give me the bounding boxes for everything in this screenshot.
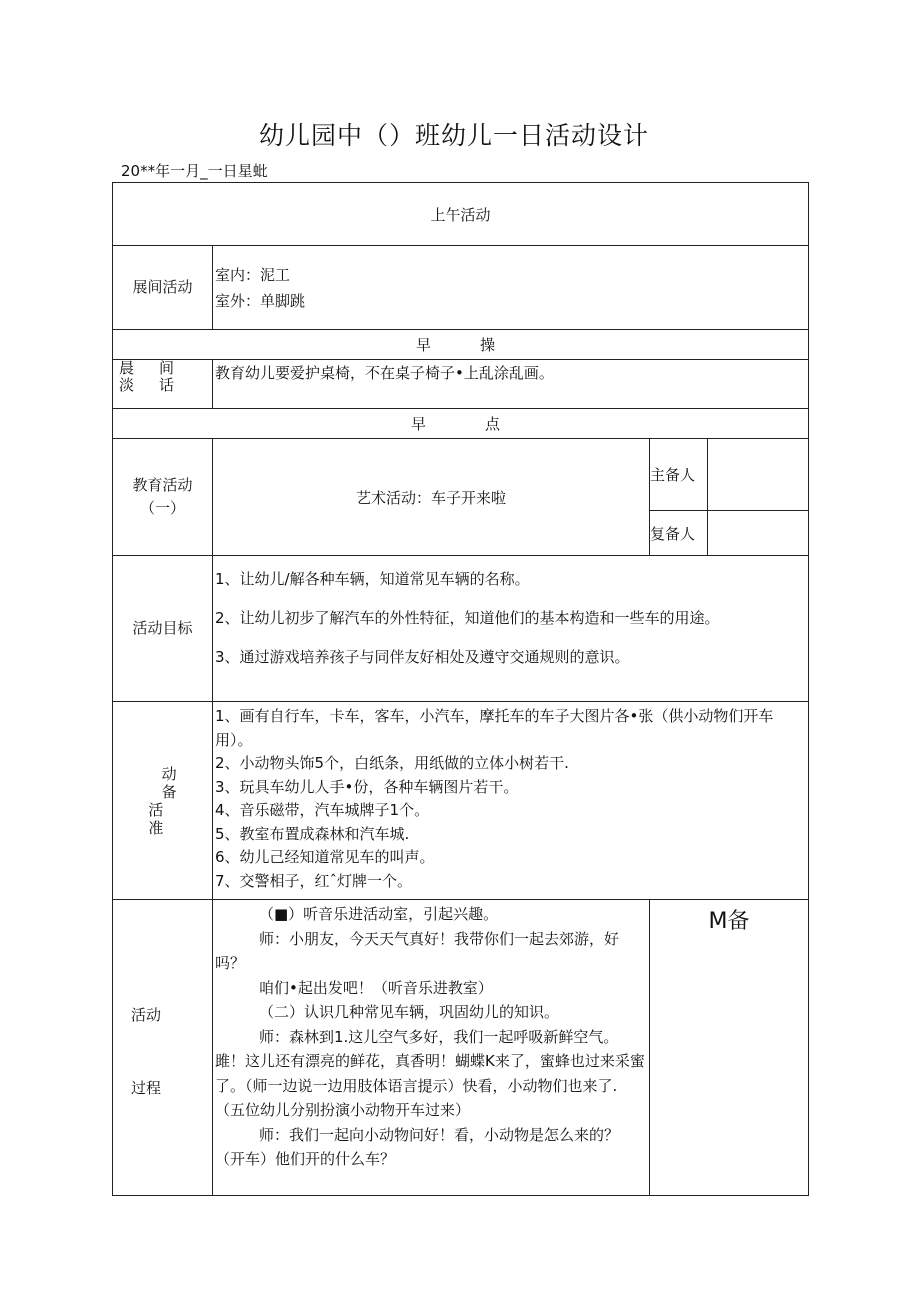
process-paragraph: 师：小朋友，今天天气真好！我带你们一起去郊游，好吗？ [215, 929, 620, 972]
morning-exercise-char-1: 早 [415, 336, 431, 354]
morning-talk-content: 教育幼儿要爱护桌椅，不在桌子椅子•上乱涂乱画。 [213, 360, 809, 409]
document-title: 幼儿园中（）班幼儿一日活动设计 [258, 121, 649, 150]
morning-header: 上午活动 [113, 183, 809, 246]
activity-goals-row [113, 556, 809, 702]
prep-item: 4、音乐磁带，汽车城牌子1个。 [215, 801, 430, 819]
activity-process-label [113, 900, 213, 1196]
goal-item: 2、让幼儿初步了解汽车的外性特征，知道他们的基本构造和一些车的用途。 [215, 609, 720, 627]
process-paragraph: 师：我们一起向小动物问好！看，小动物是怎么来的？（开车）他们开的什么车？ [215, 1125, 620, 1168]
activity-prep-label [113, 702, 213, 900]
prep-label-char-2: 备 [161, 782, 177, 801]
morning-talk-row [113, 360, 809, 409]
breakfast [113, 409, 809, 439]
morning-exercise-row [113, 330, 809, 360]
education-activity-label-line1: 教育活动 [132, 476, 193, 494]
sub-preparer-value [708, 511, 809, 556]
sub-preparer-label: 复备人 [650, 511, 708, 556]
prep-item: 5、教室布置成森林和汽车城. [215, 824, 410, 843]
breakfast-row [113, 409, 809, 439]
prep-label-char-4: 准 [148, 818, 164, 837]
prep-label-char-3: 活 [148, 800, 164, 819]
morning-talk-label [113, 360, 213, 409]
daily-activity-table [112, 182, 809, 1196]
main-preparer-value [708, 439, 809, 511]
morning-header-row [113, 183, 809, 246]
activity-prep-label-col2 [147, 801, 165, 837]
prep-item: 2、小动物头饰5个，白纸条，用纸做的立体小树若干. [215, 754, 569, 772]
morning-talk-char-3: 淡 [119, 376, 135, 394]
activity-prep-list [213, 702, 809, 900]
morning-exercise [113, 330, 809, 360]
morning-activity-label: 展间活动 [113, 246, 213, 330]
morning-talk-char-1: 晨 [119, 359, 135, 377]
activity-goals-list [213, 556, 809, 702]
date-line: 20**年一月_一日星蚍 [121, 162, 268, 180]
activity-process-content [213, 900, 650, 1196]
morning-talk-char-2: 间 [159, 359, 175, 377]
activity-process-row [113, 900, 809, 1196]
prep-item: 7、交警相子，红ˆ灯牌一个。 [215, 871, 413, 890]
activity-process-label-line2: 过程 [131, 1078, 162, 1097]
prep-item: 6、幼儿己经知道常见车的叫声。 [215, 848, 435, 866]
prep-item: 1、画有自行车，卡车，客车，小汽车，摩托车的车子大图片各•张（供小动物们开车用）。 [215, 707, 774, 749]
activity-process-side-note [650, 900, 809, 1196]
education-activity-row-1 [113, 439, 809, 511]
side-note: M备 [708, 909, 750, 934]
main-preparer-label: 主备人 [650, 439, 708, 511]
outdoor-activity: 室外：单脚跳 [215, 291, 306, 310]
goal-item: 1、让幼儿/解各种车辆，知道常见车辆的名称。 [215, 570, 530, 588]
morning-activity-content [213, 246, 809, 330]
process-paragraph: （二）认识几种常见车辆，巩固幼儿的知识。 [259, 1003, 560, 1021]
indoor-activity: 室内：泥工 [215, 265, 291, 284]
process-paragraph: 师：森林到1.这儿空气多好，我们一起呼吸新鲜空气。雎！这儿还有漂亮的鲜花，真香明！蝴蝶K来了，蜜蜂也过来采蜜了。（师一边说一边用肢体语言提示）快看，小动物们也来了.（五位幼儿分别扮演小动物开车过来） [215, 1027, 645, 1119]
prep-label-char-1: 动 [161, 764, 177, 783]
morning-talk-char-4: 话 [159, 376, 175, 394]
morning-activity-row [113, 246, 809, 330]
process-paragraph: （■）听音乐进活动室，引起兴趣。 [259, 905, 499, 923]
activity-process-label-line1: 活动 [131, 1005, 162, 1024]
activity-prep-label-col1 [160, 765, 178, 801]
morning-exercise-char-2: 操 [479, 336, 495, 354]
education-activity-content: 艺术活动：车子开来啦 [213, 439, 650, 556]
goal-item: 3、通过游戏培养孩子与同伴友好相处及遵守交通规则的意识。 [215, 648, 630, 666]
education-activity-label-line2: （一） [139, 499, 185, 517]
activity-prep-row [113, 702, 809, 900]
activity-goals-label: 活动目标 [113, 556, 213, 702]
breakfast-char-2: 点 [484, 415, 500, 433]
breakfast-char-1: 早 [410, 415, 426, 433]
prep-item: 3、玩具车幼儿人手•份，各种车辆图片若干。 [215, 777, 519, 796]
education-activity-label [113, 439, 213, 556]
process-paragraph: 咱们•起出发吧！（听音乐进教室） [259, 978, 493, 997]
